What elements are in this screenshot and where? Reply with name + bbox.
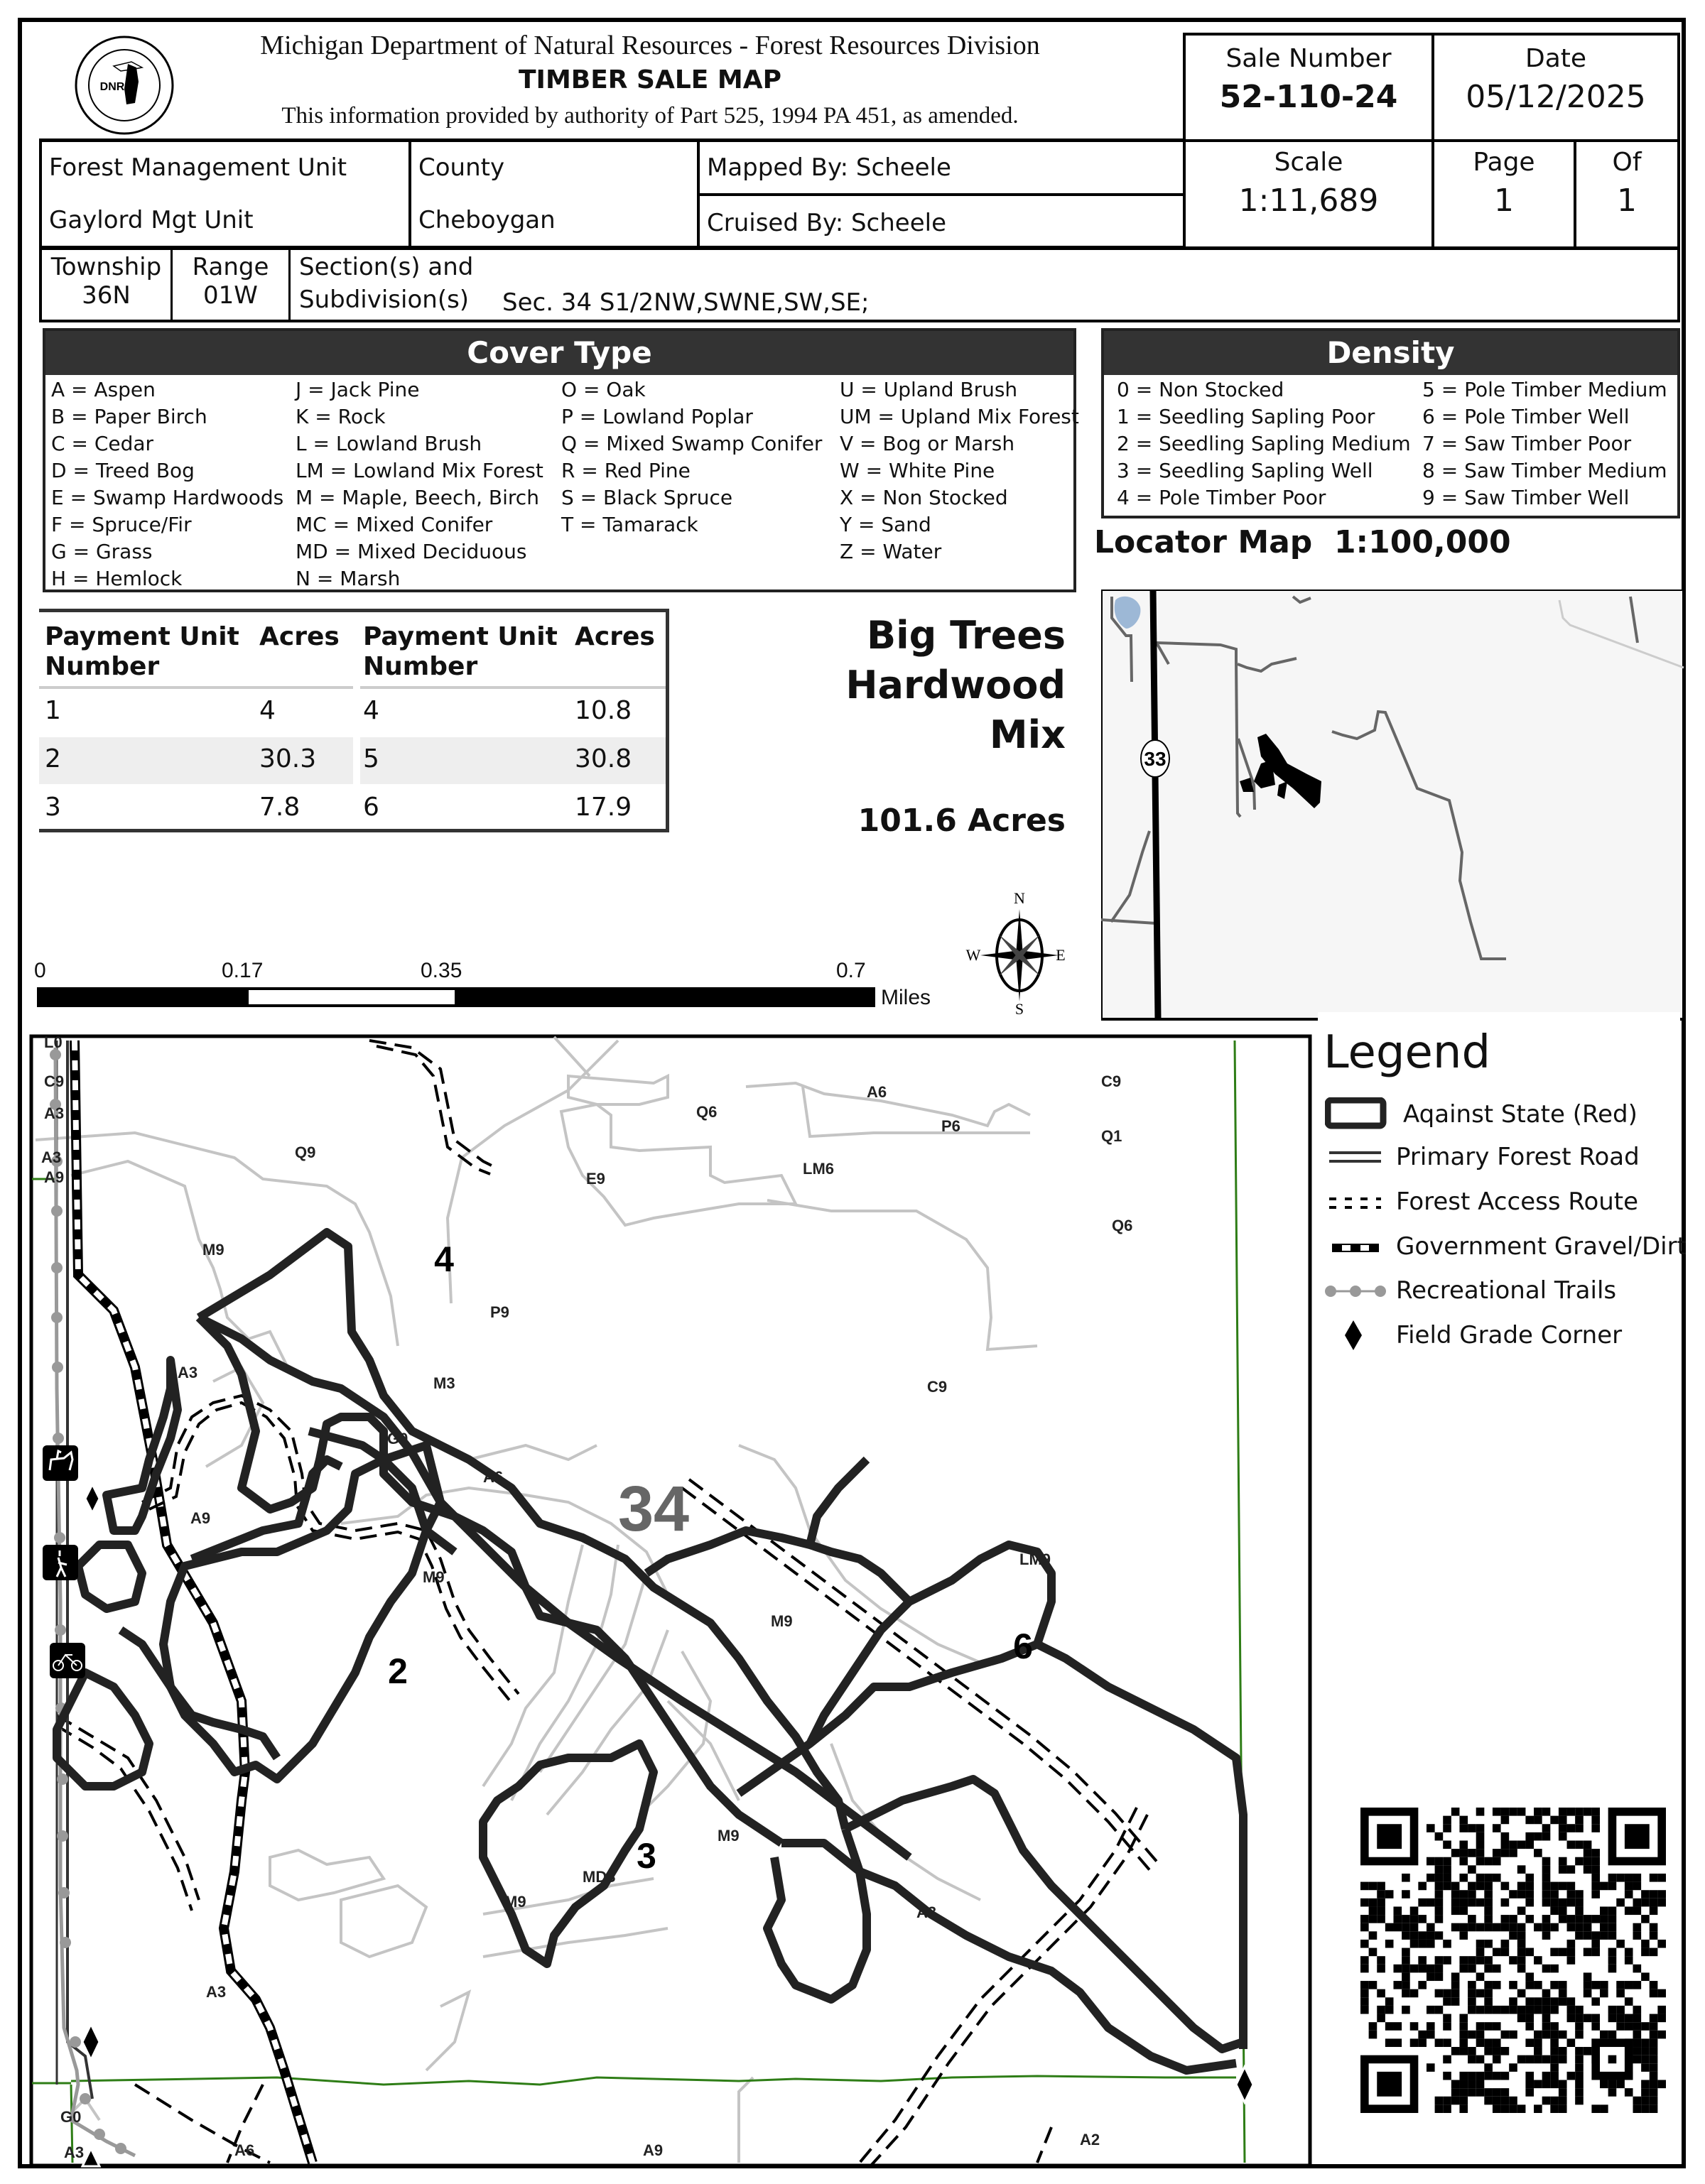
- density-list: [1104, 378, 1677, 516]
- stand-label: A6: [483, 1468, 504, 1486]
- against-state-boundary-icon: [1325, 1097, 1389, 1133]
- qr-code[interactable]: [1360, 1808, 1666, 2113]
- density-item: 2 = Seedling Sapling Medium: [1117, 432, 1411, 455]
- date-cell: [1434, 36, 1677, 142]
- cover-type-item: LM = Lowland Mix Forest: [296, 459, 543, 482]
- fmu-label: Forest Management Unit: [49, 153, 347, 182]
- compass-e: E: [1056, 946, 1066, 964]
- cover-type-item: MC = Mixed Conifer: [296, 513, 493, 536]
- scale-unit: Miles: [881, 986, 931, 1009]
- stand-label: M9: [423, 1568, 445, 1586]
- cover-type-item: L = Lowland Brush: [296, 432, 482, 455]
- legend-title: Legend: [1324, 1026, 1491, 1079]
- density-item: 0 = Non Stocked: [1117, 378, 1284, 401]
- stand-label: A3: [178, 1364, 198, 1381]
- cover-type-item: U = Upland Brush: [840, 378, 1018, 401]
- range-label: Range: [192, 253, 269, 281]
- subdivisions-label: Subdivision(s): [299, 286, 470, 314]
- stand-label: C9: [1101, 1072, 1122, 1090]
- cover-type-item: F = Spruce/Fir: [51, 513, 192, 536]
- legend-label: Forest Access Route: [1396, 1188, 1639, 1216]
- cover-type-list: [45, 378, 1079, 591]
- range-value: 01W: [203, 281, 258, 310]
- stand-label: A6: [867, 1083, 887, 1101]
- of-label: Of: [1612, 148, 1642, 177]
- mapped-by: Mapped By: Scheele: [707, 153, 951, 182]
- sale-type-name: [781, 611, 1066, 760]
- scale-tick-label: 0.7: [836, 959, 866, 982]
- compass-n: N: [1014, 889, 1025, 907]
- cover-type-item: D = Treed Bog: [51, 459, 195, 482]
- locator-map-title: [1094, 524, 1511, 560]
- location-box: [39, 138, 1183, 249]
- stand-label: A3: [206, 1983, 227, 2001]
- township-value: 36N: [82, 281, 131, 310]
- sale-type-line: Mix: [989, 712, 1066, 757]
- cover-type-item: T = Tamarack: [561, 513, 698, 536]
- locator-map-label: Locator Map: [1094, 524, 1313, 560]
- cover-type-item: Z = Water: [840, 540, 942, 563]
- payment-unit-number: 1: [45, 696, 61, 725]
- cover-type-item: A = Aspen: [51, 378, 156, 401]
- stand-label: LM6: [803, 1160, 834, 1178]
- dnr-logo: [71, 32, 178, 138]
- cover-type-item: C = Cedar: [51, 432, 154, 455]
- sale-number-cell: [1186, 36, 1434, 142]
- sale-number: 52-110-24: [1219, 79, 1398, 115]
- range-cell: [173, 250, 291, 320]
- payment-unit-acres: 10.8: [575, 696, 632, 725]
- cover-type-title: Cover Type: [45, 331, 1073, 375]
- scale-label: Scale: [1274, 148, 1343, 177]
- sale-info-box: [1183, 33, 1680, 249]
- density-item: 8 = Saw Timber Medium: [1422, 459, 1667, 482]
- density-item: 4 = Pole Timber Poor: [1117, 486, 1326, 509]
- cover-type-item: M = Maple, Beech, Birch: [296, 486, 539, 509]
- total-acres: 101.6 Acres: [857, 803, 1066, 839]
- compass-s: S: [1014, 1000, 1024, 1016]
- page-title: TIMBER SALE MAP: [519, 65, 781, 94]
- stand-label: C9: [927, 1378, 948, 1396]
- north-arrow: [959, 888, 1066, 1016]
- stand-label: A3: [64, 2144, 85, 2161]
- cover-type-panel: [43, 328, 1079, 592]
- stand-label: A3: [916, 1903, 937, 1921]
- cover-type-item: Y = Sand: [840, 513, 931, 536]
- stand-label: C9: [44, 1072, 65, 1090]
- cover-type-item: G = Grass: [51, 540, 153, 563]
- payment-unit-acres: 30.3: [259, 744, 317, 773]
- cover-type-item: S = Black Spruce: [561, 486, 733, 509]
- unit-label: 3: [637, 1836, 656, 1876]
- stand-label: Q6: [1112, 1217, 1133, 1234]
- legend-label: Recreational Trails: [1396, 1276, 1617, 1305]
- cover-type-item: Q = Mixed Swamp Conifer: [561, 432, 823, 455]
- stand-label: A9: [643, 2141, 664, 2159]
- cover-type-item: P = Lowland Poplar: [561, 405, 753, 428]
- stand-label: A3: [44, 1104, 65, 1122]
- highway-shield-number: 33: [1144, 748, 1167, 770]
- scale-tick-label: 0.17: [222, 959, 264, 982]
- stand-label: M9: [504, 1893, 526, 1911]
- header-pu-number-1: Payment Unit Number: [45, 622, 239, 681]
- cruised-by: Cruised By: Scheele: [707, 209, 946, 237]
- payment-units-rows: [39, 690, 666, 832]
- logo-text: DNR: [99, 81, 125, 93]
- scale-cell: [1186, 142, 1434, 246]
- payment-unit-number: 4: [363, 696, 379, 725]
- scale-tick-label: 0: [34, 959, 46, 982]
- stand-label: A9: [190, 1509, 211, 1527]
- sections-value: Sec. 34 S1/2NW,SWNE,SW,SE;: [502, 288, 870, 317]
- stand-label: M9: [202, 1241, 224, 1259]
- stand-label: MD3: [583, 1868, 616, 1886]
- legend-items: [1318, 1097, 1687, 1367]
- stand-label: G0: [387, 1430, 408, 1447]
- cover-type-item: UM = Upland Mix Forest: [840, 405, 1079, 428]
- payment-unit-number: 5: [363, 744, 379, 773]
- county-value: Cheboygan: [418, 206, 556, 234]
- scale-bar-white-segment: [249, 990, 455, 1004]
- density-item: 7 = Saw Timber Poor: [1422, 432, 1632, 455]
- divider: [700, 193, 1186, 196]
- cover-type-item: MD = Mixed Deciduous: [296, 540, 527, 563]
- bicycle-icon: [50, 1643, 85, 1678]
- density-panel: [1101, 328, 1680, 518]
- stand-label: L0: [44, 1033, 63, 1051]
- cover-type-item: X = Non Stocked: [840, 486, 1008, 509]
- primary-forest-road-icon: [1328, 1147, 1385, 1171]
- sale-type-line: Hardwood: [845, 663, 1066, 707]
- horse-riding-icon: [43, 1445, 78, 1481]
- cover-type-item: W = White Pine: [840, 459, 995, 482]
- scale-tick-label: 0.35: [421, 959, 462, 982]
- header-pu-number-2: Payment Unit Number: [363, 622, 558, 681]
- cover-type-item: H = Hemlock: [51, 567, 183, 590]
- density-item: 3 = Seedling Sapling Well: [1117, 459, 1373, 482]
- payment-unit-number: 2: [45, 744, 61, 773]
- density-item: 1 = Seedling Sapling Poor: [1117, 405, 1375, 428]
- density-item: 5 = Pole Timber Medium: [1422, 378, 1667, 401]
- county-label: County: [418, 153, 505, 182]
- stand-label: A6: [234, 2141, 255, 2159]
- header-acres-1: Acres: [259, 622, 340, 651]
- density-title: Density: [1104, 331, 1677, 375]
- payment-unit-acres: 30.8: [575, 744, 632, 773]
- recreational-trail-icon: [1324, 1281, 1387, 1305]
- sale-type-line: Big Trees: [866, 613, 1066, 658]
- cover-type-item: V = Bog or Marsh: [840, 432, 1015, 455]
- page-cell: [1434, 142, 1576, 246]
- payment-unit-number: 3: [45, 793, 61, 822]
- payment-unit-number: 6: [363, 793, 379, 822]
- scale-bar: [21, 952, 1016, 1009]
- stand-label: P6: [941, 1117, 960, 1135]
- legend-label: Field Grade Corner: [1396, 1321, 1623, 1349]
- stand-label: M9: [718, 1827, 740, 1845]
- divider: [360, 686, 666, 689]
- stand-label: A2: [1080, 2131, 1100, 2148]
- page-label: Page: [1473, 148, 1535, 177]
- sale-date: 05/12/2025: [1466, 79, 1646, 115]
- authority-statement: This information provided by authority of Part 525, 1994 PA 451, as amended.: [281, 103, 1019, 129]
- township-box: [39, 247, 1680, 322]
- fmu-value: Gaylord Mgt Unit: [49, 206, 254, 234]
- compass-w: W: [965, 946, 981, 964]
- stand-label: Q9: [295, 1143, 316, 1161]
- stand-label: M3: [433, 1374, 455, 1392]
- stand-label: Q6: [696, 1103, 718, 1121]
- field-grade-corner-icon: [1345, 1319, 1366, 1354]
- payment-unit-acres: 7.8: [259, 793, 301, 822]
- main-map: [28, 1033, 1314, 2170]
- township-label: Township: [50, 253, 162, 281]
- cover-type-item: K = Rock: [296, 405, 386, 428]
- legend-label: Government Gravel/Dirt: [1396, 1232, 1687, 1261]
- stand-label: P9: [490, 1303, 509, 1321]
- locator-map: [1101, 590, 1691, 1023]
- cover-type-item: B = Paper Birch: [51, 405, 207, 428]
- legend-label: Primary Forest Road: [1396, 1143, 1640, 1171]
- forest-access-route-icon: [1328, 1193, 1385, 1217]
- stand-label: Q1: [1101, 1127, 1122, 1145]
- page-count: 1: [1617, 183, 1637, 219]
- sale-number-label: Sale Number: [1225, 44, 1392, 73]
- cover-type-item: R = Red Pine: [561, 459, 691, 482]
- divider: [39, 686, 353, 689]
- map-scale: 1:11,689: [1238, 183, 1379, 219]
- township-cell: [42, 250, 173, 320]
- agency-name: Michigan Department of Natural Resources - Forest Resources Division: [260, 31, 1040, 60]
- stand-label: G0: [60, 2108, 82, 2126]
- section-number: 34: [617, 1474, 690, 1545]
- header-acres-2: Acres: [575, 622, 655, 651]
- stand-label: M9: [771, 1612, 793, 1630]
- government-gravel-dirt-icon: [1328, 1238, 1385, 1262]
- stand-label: E9: [586, 1170, 605, 1188]
- cover-type-item: J = Jack Pine: [296, 378, 420, 401]
- sections-label: Section(s) and: [299, 253, 474, 281]
- scale-bar-segments: [37, 987, 875, 1007]
- payment-unit-acres: 4: [259, 696, 276, 725]
- unit-label: 2: [388, 1651, 408, 1691]
- date-label: Date: [1525, 44, 1587, 73]
- stand-label: A3: [41, 1148, 62, 1166]
- density-item: 9 = Saw Timber Well: [1422, 486, 1630, 509]
- page-number: 1: [1494, 183, 1514, 219]
- of-cell: [1576, 142, 1677, 246]
- cover-type-item: E = Swamp Hardwoods: [51, 486, 284, 509]
- cover-type-item: O = Oak: [561, 378, 646, 401]
- cover-type-item: N = Marsh: [296, 567, 401, 590]
- divider: [408, 142, 411, 246]
- stand-label: A9: [44, 1168, 65, 1186]
- density-item: 6 = Pole Timber Well: [1422, 405, 1630, 428]
- locator-map-scale: 1:100,000: [1333, 524, 1511, 560]
- unit-label: 4: [434, 1239, 454, 1279]
- payment-unit-acres: 17.9: [575, 793, 632, 822]
- legend: [1318, 1012, 1687, 1367]
- legend-label: Aqainst State (Red): [1403, 1100, 1638, 1129]
- stand-label: LM9: [1019, 1550, 1051, 1568]
- unit-label: 6: [1013, 1626, 1033, 1666]
- payment-units-table: [39, 609, 669, 832]
